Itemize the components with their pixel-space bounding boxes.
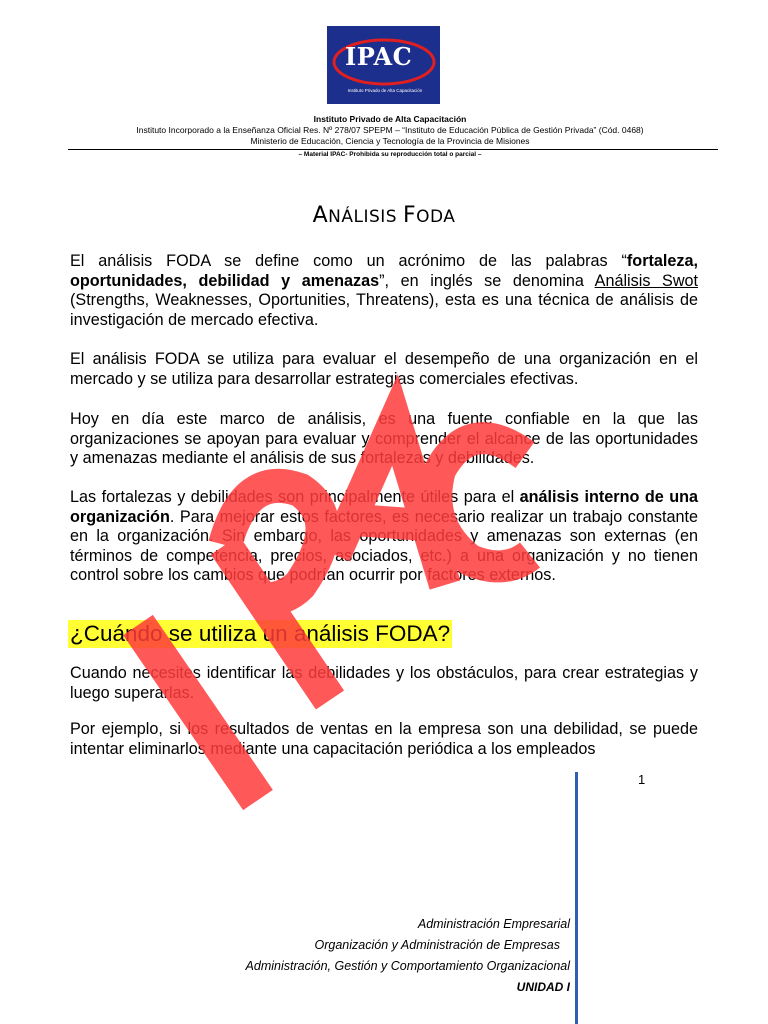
paragraph-framework: Hoy en día este marco de análisis, es una fuente confiable en la que las organizaciones se apoyan para evaluar y comprender el alcance de las oportunidades y amenazas mediante el análisis de sus fortalezas y debilidades. bbox=[70, 410, 698, 468]
institute-resolution: Instituto Incorporado a la Enseñanza Oficial Res. Nº 278/07 SPEPM – “Instituto de Educación Pública de Gestión Privada” (Cód. 0468) bbox=[136, 125, 644, 135]
document-title: ANÁLISIS FODA bbox=[312, 203, 456, 228]
paragraph-definition: El análisis FODA se define como un acrónimo de las palabras “fortaleza, oportunidades, debilidad y amenazas”, en inglés se denomina Análisis Swot (Strengths, Weaknesses, Oportunities, Threatens), esta es una técnica de análisis de investigación de mercado efectiva. bbox=[70, 252, 699, 329]
section-heading: ¿Cuándo se utiliza un análisis FODA? bbox=[70, 621, 451, 646]
copyright-notice: – Material IPAC- Prohibida su reproducción total o parcial – bbox=[298, 151, 482, 158]
paragraph-internal-external: Las fortalezas y debilidades son principalmente útiles para el análisis interno de una organización. Para mejorar estos factores, es necesario realizar un trabajo constante en la organización. Sin embargo, las oportunidades y amenazas son externas (en términos de competencia, precios, asociados, etc.) a una organización y no tienen control sobre los cambios que podrían ocurrir por factores externos. bbox=[70, 488, 698, 585]
footer-line-3: Administración, Gestión y Comportamiento Organizacional bbox=[245, 959, 570, 973]
institute-name: Instituto Privado de Alta Capacitación bbox=[313, 114, 467, 124]
paragraph-usage: El análisis FODA se utiliza para evaluar el desempeño de una organización en el mercado y se utiliza para desarrollar estrategias comerciales efectivas. bbox=[70, 350, 698, 388]
footer-line-1: Administración Empresarial bbox=[417, 917, 570, 931]
paragraph-when: Cuando necesites identificar las debilidades y los obstáculos, para crear estrategias y luego superarlas. bbox=[70, 664, 698, 702]
institute-ministry: Ministerio de Educación, Ciencia y Tecnología de la Provincia de Misiones bbox=[250, 136, 530, 146]
footer-vertical-line bbox=[575, 772, 578, 1024]
header-divider bbox=[68, 149, 718, 150]
footer-line-2: Organización y Administración de Empresas bbox=[314, 938, 560, 952]
logo-subtext: Instituto Privado de Alta Capacitación bbox=[347, 88, 423, 93]
logo-text: IPAC bbox=[345, 42, 413, 71]
page-number: 1 bbox=[638, 772, 646, 787]
paragraph-example: Por ejemplo, si los resultados de ventas en la empresa son una debilidad, se puede intentar eliminarlos mediante una capacitación periódica a los empleados bbox=[70, 720, 698, 758]
ipac-logo bbox=[327, 26, 440, 104]
footer-unit: UNIDAD I bbox=[516, 980, 570, 994]
